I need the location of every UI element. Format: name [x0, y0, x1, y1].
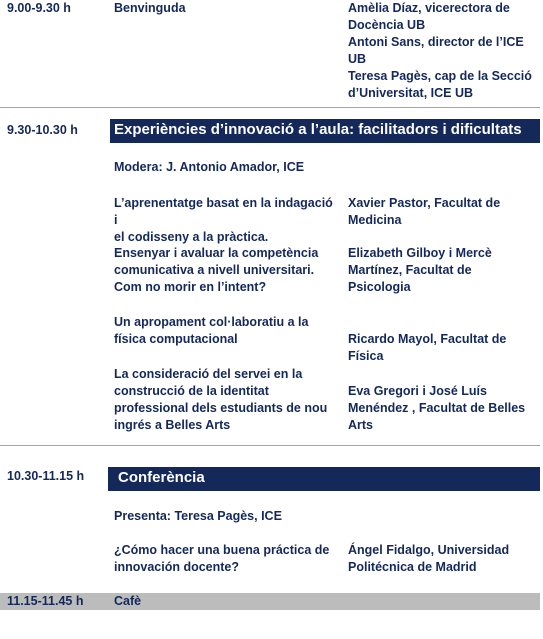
talk-speaker-line: Eva Gregori i José Luís	[348, 384, 487, 398]
welcome-speaker-line: UB	[348, 52, 367, 66]
welcome-speaker-line: d’Universitat, ICE UB	[348, 86, 474, 100]
session2-title-bar: Conferència	[108, 467, 540, 491]
talk-title-line: comunicativa a nivell universitari.	[114, 263, 315, 277]
talk-speaker-line: Xavier Pastor, Facultat de	[348, 196, 501, 210]
talk-speaker-line: Elizabeth Gilboy i Mercè	[348, 246, 492, 260]
talk-speaker-line: Politécnica de Madrid	[348, 560, 477, 574]
session1-talk-1-speaker	[348, 195, 538, 229]
session1-moderator: Modera: J. Antonio Amador, ICE	[114, 160, 305, 174]
session1-talk-4-title	[114, 366, 342, 434]
talk-speaker-line: Ángel Fidalgo, Universidad	[348, 543, 510, 557]
divider	[0, 445, 540, 446]
session1-title-bar: Experiències d’innovació a l’aula: facilitadors i dificultats	[110, 119, 540, 143]
welcome-time: 9.00-9.30 h	[7, 1, 71, 15]
session1-talk-2-speaker	[348, 245, 538, 296]
welcome-speaker-line: Teresa Pagès, cap de la Secció	[348, 69, 532, 83]
talk-title-line: Com no morir en l’intent?	[114, 280, 267, 294]
talk-title-line: ingrés a Belles Arts	[114, 418, 231, 432]
talk-speaker-line: Ricardo Mayol, Facultat de	[348, 332, 507, 346]
talk-title-line: física computacional	[114, 332, 238, 346]
session2-talk-title	[114, 542, 339, 576]
talk-title-line: el codisseny a la pràctica.	[114, 230, 269, 244]
talk-speaker-line: Física	[348, 349, 384, 363]
talk-title-line: L’aprenentatge basat en la indagació i	[114, 196, 333, 227]
talk-title-line: innovación docente?	[114, 560, 240, 574]
session1-talk-3-speaker	[348, 331, 538, 365]
break-time: 11.15-11.45 h	[7, 594, 84, 608]
talk-speaker-line: Arts	[348, 418, 374, 432]
welcome-title: Benvinguda	[114, 1, 186, 15]
welcome-speaker-line: Docència UB	[348, 18, 426, 32]
break-title: Cafè	[114, 594, 142, 608]
talk-speaker-line: Medicina	[348, 213, 402, 227]
talk-title-line: La consideració del servei en la	[114, 367, 303, 381]
talk-speaker-line: Martínez, Facultat de	[348, 263, 472, 277]
session2-time: 10.30-11.15 h	[7, 469, 85, 483]
talk-speaker-line: Psicologia	[348, 280, 411, 294]
divider	[0, 107, 540, 108]
talk-title-line: professional dels estudiants de nou	[114, 401, 328, 415]
session2-talk-speaker	[348, 542, 538, 576]
talk-title-line: construcció de la identitat	[114, 384, 269, 398]
session1-talk-4-speaker	[348, 383, 538, 434]
session1-talk-2-title	[114, 245, 339, 296]
session1-talk-3-title	[114, 314, 339, 348]
session2-presenter: Presenta: Teresa Pagès, ICE	[114, 509, 282, 523]
welcome-speaker-line: Amèlia Díaz, vicerectora de	[348, 1, 510, 15]
talk-speaker-line: Menéndez , Facultat de Belles	[348, 401, 526, 415]
talk-title-line: ¿Cómo hacer una buena práctica de	[114, 543, 330, 557]
talk-title-line: Un apropament col·laboratiu a la	[114, 315, 309, 329]
welcome-speaker-line: Antoni Sans, director de l’ICE	[348, 35, 524, 49]
session1-talk-1-title	[114, 195, 339, 246]
talk-title-line: Ensenyar i avaluar la competència	[114, 246, 319, 260]
welcome-speakers	[348, 0, 538, 102]
session1-time: 9.30-10.30 h	[7, 123, 78, 137]
